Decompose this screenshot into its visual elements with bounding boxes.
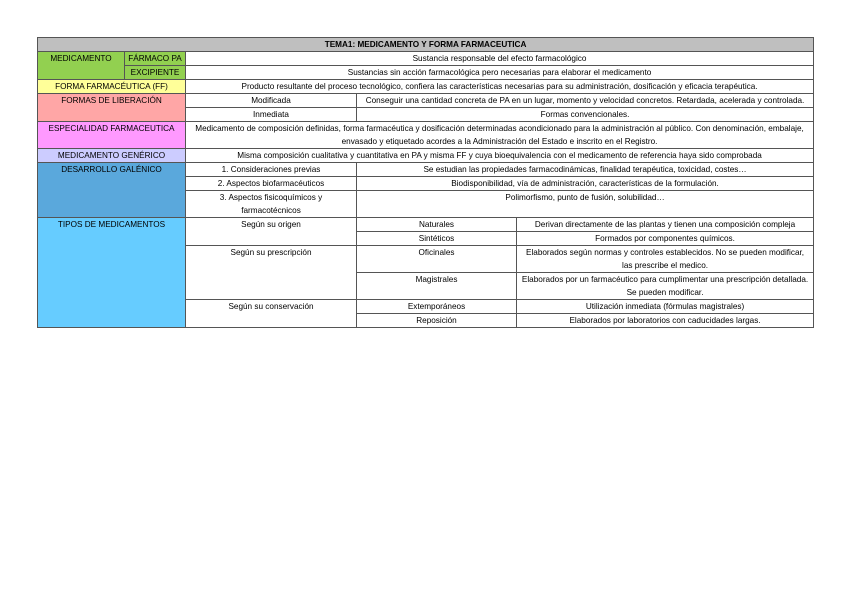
tipos-group-label: Según su prescripción <box>186 246 357 300</box>
galenico-step <box>186 177 357 191</box>
generico-label: MEDICAMENTO GENÉRICO <box>38 149 186 163</box>
galenico-step <box>186 163 357 177</box>
farmaco-row <box>38 52 814 66</box>
generico-row <box>38 149 814 163</box>
tipos-item-definition: Utilización inmediata (fórmulas magistrales) <box>517 300 814 314</box>
forma-row <box>38 80 814 94</box>
table-title: TEMA1: MEDICAMENTO Y FORMA FARMACEUTICA <box>38 38 814 52</box>
medicamento-label: MEDICAMENTO <box>38 52 125 80</box>
galenico-label: DESARROLLO GALÉNICO <box>38 163 186 218</box>
tipos-item-name: Magistrales <box>357 273 517 300</box>
generico-definition: Misma composición cualitativa y cuantitativa en PA y misma FF y cuya bioequivalencia con el medicamento de referencia haya sido comprobada <box>186 149 814 163</box>
liberacion-type: Modificada <box>186 94 357 108</box>
especialidad-row <box>38 122 814 149</box>
tipos-item-definition: Elaborados por laboratorios con caducidades largas. <box>517 314 814 328</box>
liberacion-definition: Formas convencionales. <box>357 108 814 122</box>
tipos-item-name: Oficinales <box>357 246 517 273</box>
galenico-row <box>38 163 814 177</box>
tipos-item-definition: Elaborados según normas y controles establecidos. No se pueden modificar, las prescribe el medico. <box>517 246 814 273</box>
tipos-item-name: Extemporáneos <box>357 300 517 314</box>
farmaco-label: FÁRMACO PA <box>125 52 186 66</box>
step-number: 3. <box>219 193 227 202</box>
forma-definition: Producto resultante del proceso tecnológico, confiera las características necesarias para su administración, dosificación y eficacia terapéutica. <box>186 80 814 94</box>
tipos-row <box>38 218 814 232</box>
step-name: Consideraciones previas <box>230 165 321 174</box>
tipos-item-name: Sintéticos <box>357 232 517 246</box>
galenico-definition: Biodisponibilidad, vía de administración, características de la formulación. <box>357 177 814 191</box>
step-number: 1. <box>221 165 229 174</box>
step-number: 2. <box>217 179 225 188</box>
galenico-definition: Polimorfismo, punto de fusión, solubilidad… <box>357 191 814 218</box>
tipos-item-name: Naturales <box>357 218 517 232</box>
especialidad-definition: Medicamento de composición definidas, forma farmacéutica y dosificación determinadas acondicionado para la administración al público. Con denominación, embalaje, envasado y etiquetado acordes a la Administración del Estado e inscrito en el Registro. <box>186 122 814 149</box>
title-row <box>38 38 814 52</box>
tipos-item-definition: Derivan directamente de las plantas y tienen una composición compleja <box>517 218 814 232</box>
step-name: Aspectos biofarmacéuticos <box>226 179 325 188</box>
liberacion-row <box>38 94 814 108</box>
step-name: Aspectos fisicoquímicos y farmacotécnicos <box>228 193 323 215</box>
liberacion-definition: Conseguir una cantidad concreta de PA en un lugar, momento y velocidad concretos. Retardada, acelerada y controlada. <box>357 94 814 108</box>
galenico-step <box>186 191 357 218</box>
especialidad-label: ESPECIALIDAD FARMACEUTICA <box>38 122 186 149</box>
excipiente-row <box>38 66 814 80</box>
tipos-item-definition: Formados por componentes químicos. <box>517 232 814 246</box>
tipos-item-definition: Elaborados por un farmacéutico para cumplimentar una prescripción detallada. Se pueden modificar. <box>517 273 814 300</box>
summary-table <box>37 37 814 328</box>
tipos-group-label: Según su conservación <box>186 300 357 328</box>
farmaco-definition: Sustancia responsable del efecto farmacológico <box>186 52 814 66</box>
excipiente-label: EXCIPIENTE <box>125 66 186 80</box>
forma-label: FORMA FARMACÉUTICA (FF) <box>38 80 186 94</box>
excipiente-definition: Sustancias sin acción farmacológica pero necesarias para elaborar el medicamento <box>186 66 814 80</box>
liberacion-label: FORMAS DE LIBERACIÓN <box>38 94 186 122</box>
tipos-item-name: Reposición <box>357 314 517 328</box>
liberacion-type: Inmediata <box>186 108 357 122</box>
tipos-group-label: Según su origen <box>186 218 357 246</box>
tipos-label: TIPOS DE MEDICAMENTOS <box>38 218 186 328</box>
galenico-definition: Se estudian las propiedades farmacodinámicas, finalidad terapéutica, toxicidad, costes… <box>357 163 814 177</box>
